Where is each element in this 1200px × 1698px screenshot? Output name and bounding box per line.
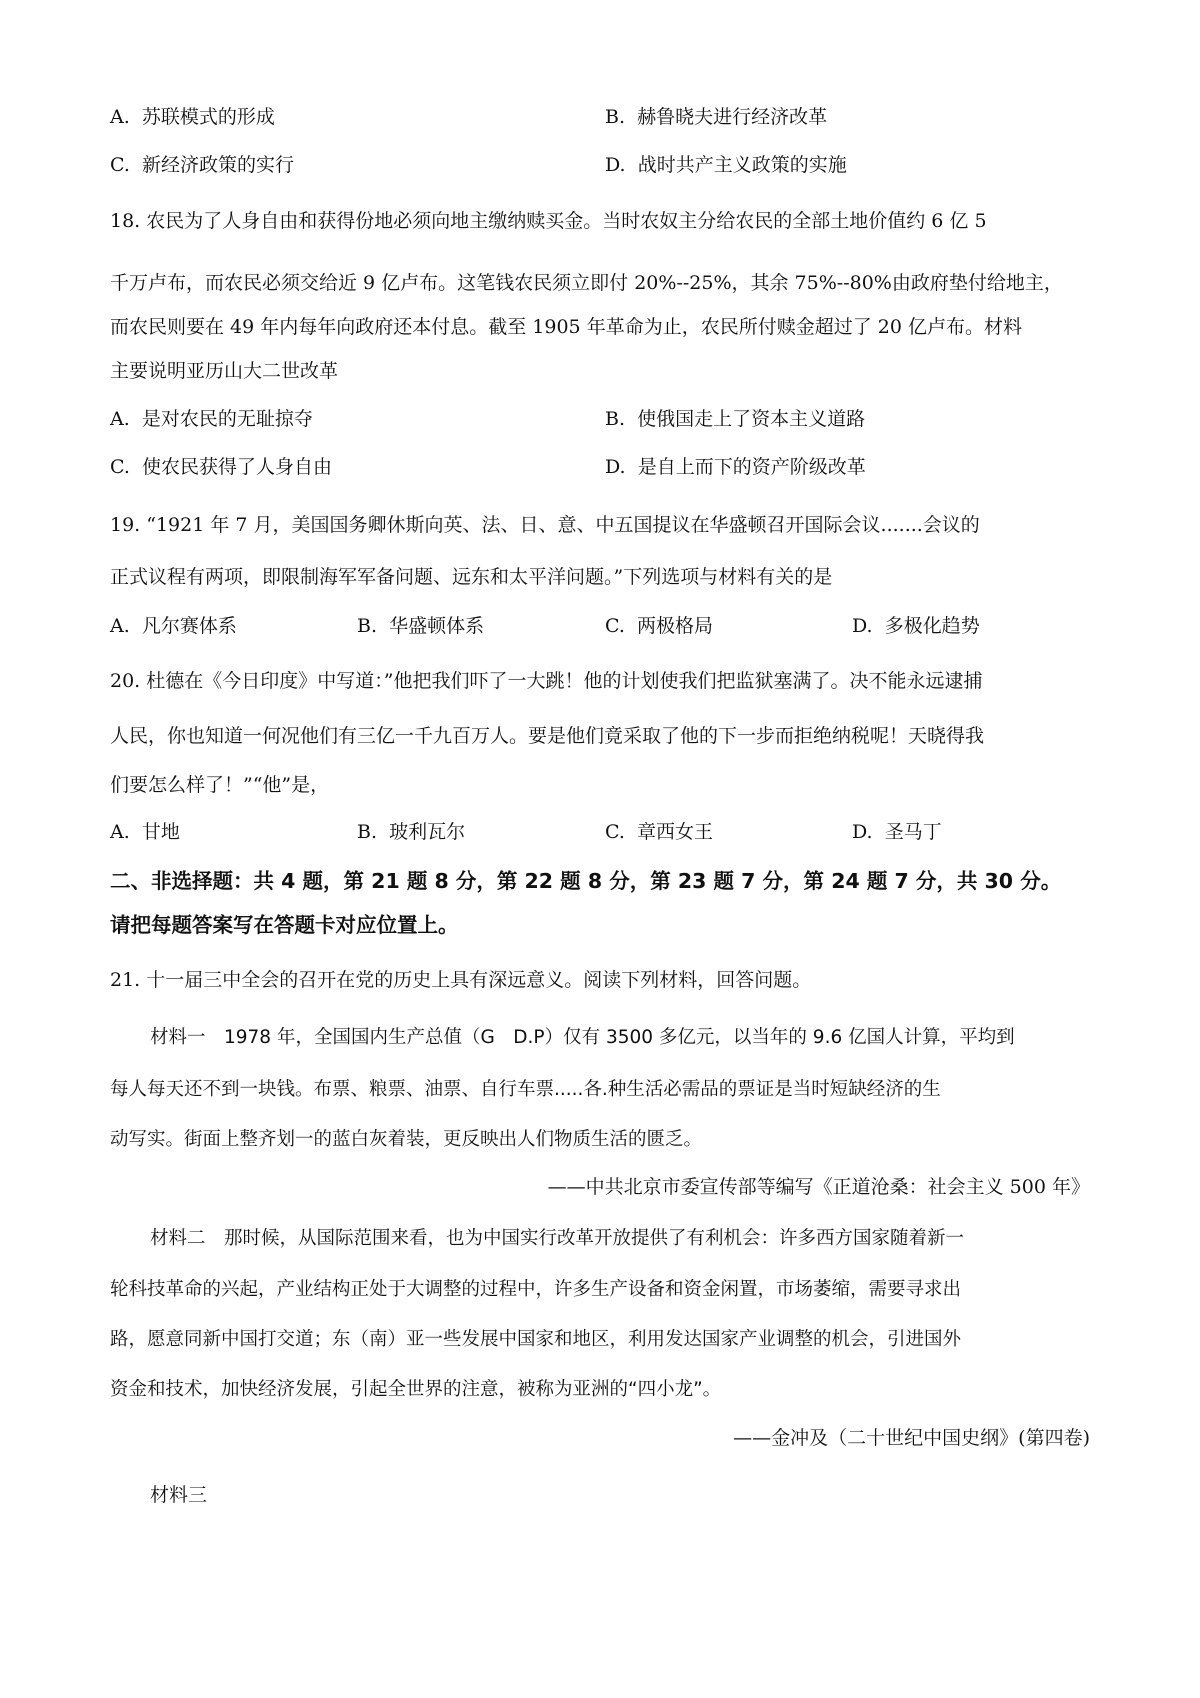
q21-stem: 21. 十一届三中全会的召开在党的历史上具有深远意义。阅读下列材料，回答问题。	[110, 969, 812, 991]
q19-option-a: A. 凡尔赛体系	[110, 615, 237, 637]
q19-option-b: B. 华盛顿体系	[357, 615, 485, 637]
q19-stem-line-2: 正式议程有两项，即限制海军军备问题、远东和太平洋问题。”下列选项与材料有关的是	[110, 566, 833, 588]
q19-option-d: D. 多极化趋势	[852, 615, 980, 637]
q21-material-2-line-4: 资金和技术，加快经济发展，引起全世界的注意，被称为亚洲的“四小龙”。	[110, 1379, 722, 1400]
q18-stem-line-3: 而农民则要在 49 年内每年向政府还本付息。截至 1905 年革命为止，农民所付赎金超过了 20 亿卢布。材料	[110, 316, 1022, 338]
q17-option-a: A. 苏联模式的形成	[110, 106, 275, 128]
q18-option-a: A. 是对农民的无耻掠夺	[110, 408, 313, 430]
q20-option-a: A. 甘地	[110, 821, 180, 843]
q20-stem-line-3: 们要怎么样了！”“他”是，	[110, 774, 330, 796]
q18-stem-line-1: 18. 农民为了人身自由和获得份地必须向地主缴纳赎买金。当时农奴主分给农民的全部土地价值约 6 亿 5	[110, 210, 987, 232]
q20-option-c: C. 章西女王	[605, 821, 714, 843]
q21-material-2-line-1: 材料二 那时候，从国际范围来看，也为中国实行改革开放提供了有利机会：许多西方国家随着新一	[150, 1228, 965, 1249]
q17-option-c: C. 新经济政策的实行	[110, 154, 295, 176]
q21-material-2-line-3: 路，愿意同新中国打交道；东（南）亚一些发展中国家和地区，利用发达国家产业调整的机会，引进国外	[110, 1329, 962, 1350]
q20-stem-line-2: 人民，你也知道一何况他们有三亿一千九百万人。要是他们竟采取了他的下一步而拒绝纳税呢！天晓得我	[110, 725, 985, 747]
q18-option-c: C. 使农民获得了人身自由	[110, 456, 333, 478]
q19-stem-line-1: 19. “1921 年 7 月，美国国务卿休斯向英、法、日、意、中五国提议在华盛顿召开国际会议.......会议的	[110, 514, 980, 536]
q21-material-1-source: ——中共北京市委宣传部等编写《正道沧桑：社会主义 500 年》	[547, 1176, 1090, 1198]
q21-material-1-line-2: 每人每天还不到一块钱。布票、粮票、油票、自行车票.....各.种生活必需品的票证是当时短缺经济的生	[110, 1079, 941, 1100]
q17-option-d: D. 战时共产主义政策的实施	[605, 154, 847, 176]
q18-option-d: D. 是自上而下的资产阶级改革	[605, 456, 866, 478]
section-2-heading: 二、非选择题：共 4 题，第 21 题 8 分，第 22 题 8 分，第 23 题 7 分，第 24 题 7 分，共 30 分。	[110, 869, 1062, 893]
q18-stem-line-2: 千万卢布，而农民必须交给近 9 亿卢布。这笔钱农民须立即付 20%--25%，其余 75%--80%由政府垫付给地主，	[110, 272, 1063, 294]
q19-option-c: C. 两极格局	[605, 615, 714, 637]
q21-material-2-source: ——金冲及（二十世纪中国史纲》(第四卷)	[733, 1427, 1090, 1449]
q21-material-2-line-2: 轮科技革命的兴起，产业结构正处于大调整的过程中，许多生产设备和资金闲置，市场萎缩，需要寻求出	[110, 1279, 962, 1300]
q18-option-b: B. 使俄国走上了资本主义道路	[605, 408, 866, 430]
section-2-instruction: 请把每题答案写在答题卡对应位置上。	[110, 913, 459, 937]
q20-option-d: D. 圣马丁	[852, 821, 942, 843]
q17-option-b: B. 赫鲁晓夫进行经济改革	[605, 106, 828, 128]
q21-material-3-label: 材料三	[150, 1484, 208, 1506]
q21-material-1-line-1: 材料一 1978 年，全国国内生产总值（G D.P）仅有 3500 多亿元，以当年的 9.6 亿国人计算，平均到	[150, 1027, 1015, 1048]
q18-stem-line-4: 主要说明亚历山大二世改革	[110, 360, 339, 382]
q20-option-b: B. 玻利瓦尔	[357, 821, 466, 843]
q20-stem-line-1: 20. 杜德在《今日印度》中写道：”他把我们吓了一大跳！他的计划使我们把监狱塞满了。决不能永远逮捕	[110, 670, 983, 692]
q21-material-1-line-3: 动写实。街面上整齐划一的蓝白灰着装，更反映出人们物质生活的匮乏。	[110, 1129, 703, 1150]
